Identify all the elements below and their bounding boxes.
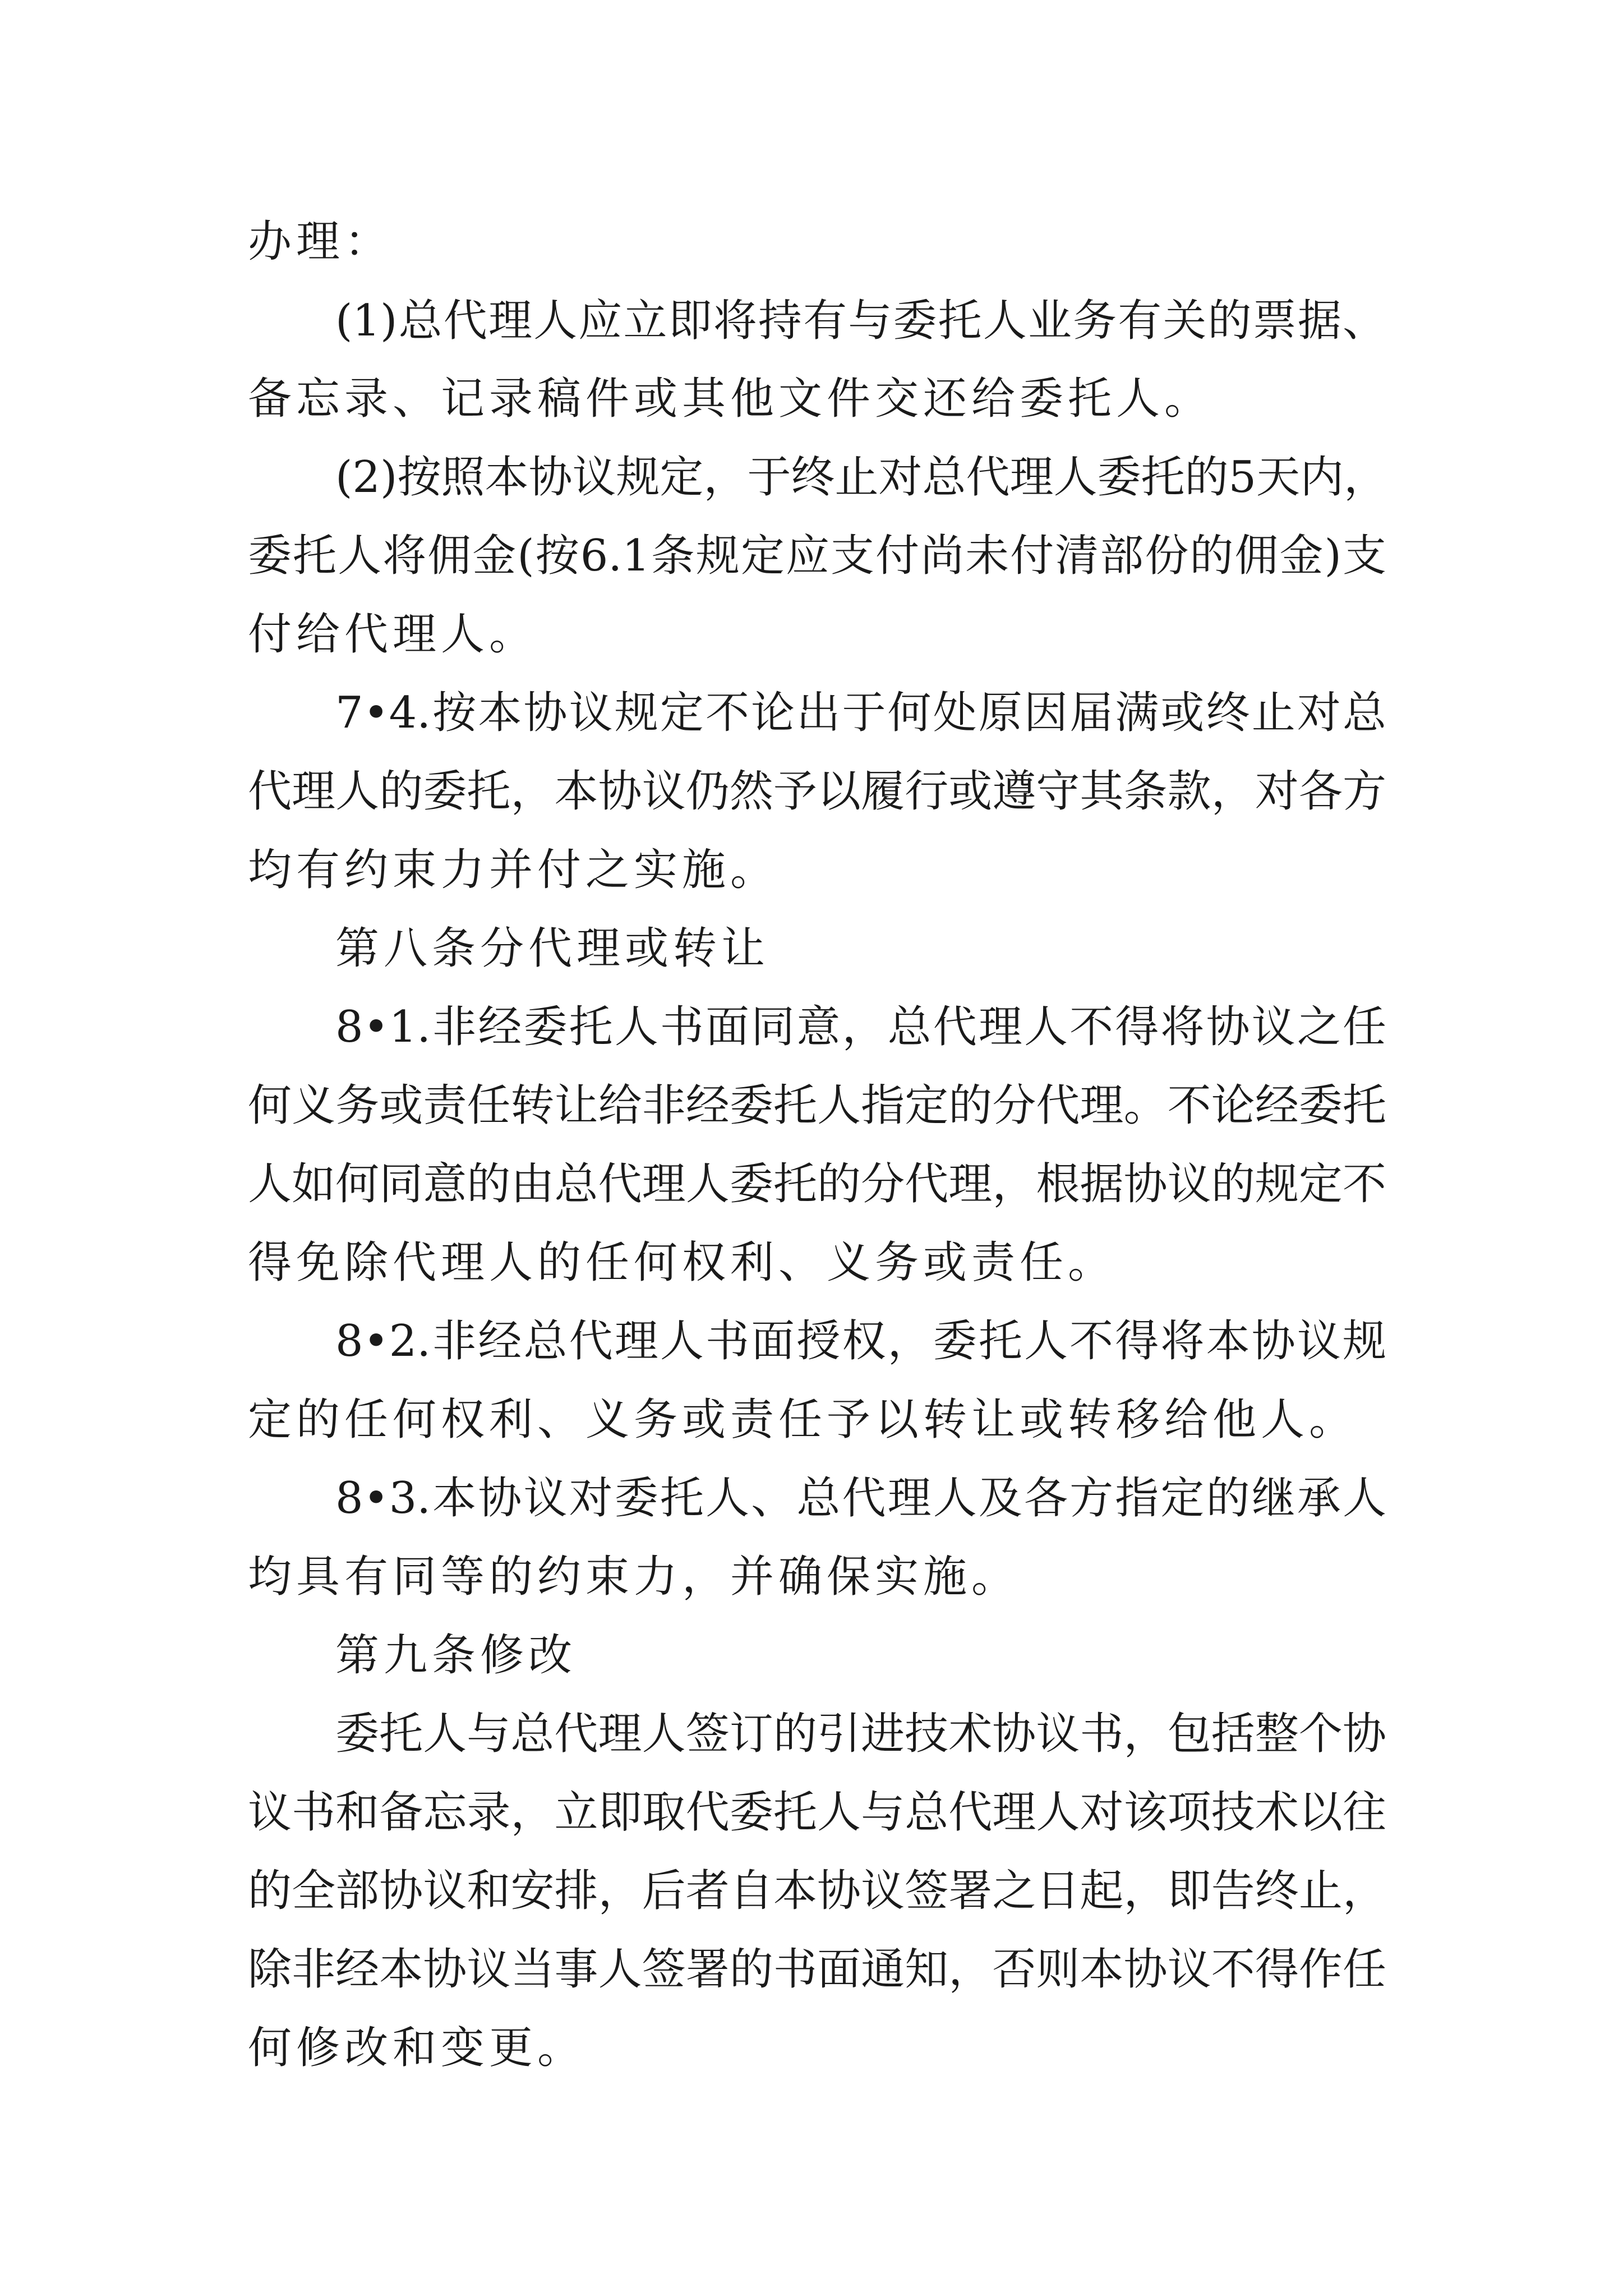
section-heading: 第九条修改 (335, 1630, 577, 1681)
text-line: 付给代理人。 (248, 609, 538, 660)
text-line: 8•1.非经委托人书面同意，总代理人不得将协议之任 (335, 1002, 1386, 1052)
text-line: (2)按照本协议规定，于终止对总代理人委托的5天内， (335, 452, 1388, 503)
text-line: 何义务或责任转让给非经委托人指定的分代理。不论经委托 (248, 1080, 1386, 1131)
text-line: 均具有同等的约束力，并确保实施。 (248, 1552, 1020, 1602)
text-line: 人如何同意的由总代理人委托的分代理，根据协议的规定不 (248, 1159, 1386, 1209)
text-line: 委托人将佣金(按6.1条规定应支付尚未付清部份的佣金)支 (248, 531, 1386, 581)
text-line: 8•3.本协议对委托人、总代理人及各方指定的继承人 (335, 1473, 1386, 1524)
text-line: 均有约束力并付之实施。 (248, 845, 779, 895)
text-line: 备忘录、记录稿件或其他文件交还给委托人。 (248, 374, 1213, 424)
text-line: 的全部协议和安排，后者自本协议签署之日起，即告终止， (248, 1866, 1386, 1916)
text-line: 委托人与总代理人签订的引进技术协议书，包括整个协 (335, 1709, 1386, 1759)
text-line: 代理人的委托，本协议仍然予以履行或遵守其条款，对各方 (248, 766, 1386, 817)
text-line: (1)总代理人应立即将持有与委托人业务有关的票据、 (335, 296, 1386, 346)
text-line: 得免除代理人的任何权利、义务或责任。 (248, 1237, 1117, 1288)
text-line: 8•2.非经总代理人书面授权，委托人不得将本协议规 (335, 1316, 1386, 1366)
section-heading: 第八条分代理或转让 (335, 923, 770, 974)
text-line: 7•4.按本协议规定不论出于何处原因届满或终止对总 (335, 688, 1386, 738)
text-line: 除非经本协议当事人签署的书面通知，否则本协议不得作任 (248, 1944, 1386, 1995)
text-line: 议书和备忘录，立即取代委托人与总代理人对该项技术以往 (248, 1787, 1386, 1838)
text-line: 何修改和变更。 (248, 2023, 586, 2073)
text-line: 定的任何权利、义务或责任予以转让或转移给他人。 (248, 1395, 1358, 1445)
text-line: 办理： (248, 217, 393, 267)
